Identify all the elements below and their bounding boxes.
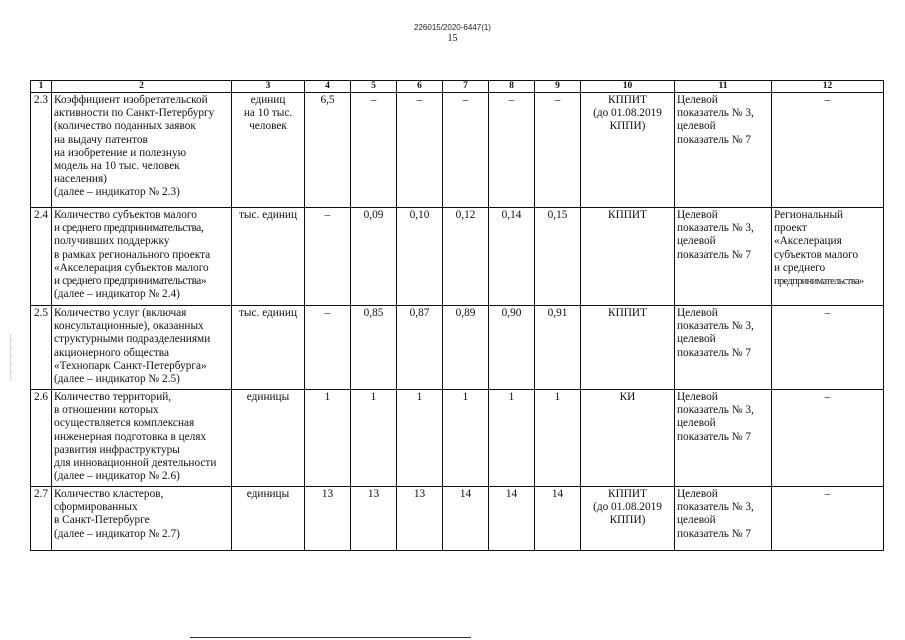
value-cell: 13	[305, 487, 351, 551]
target-indicator-link	[675, 208, 772, 306]
value-cell: 0,09	[351, 208, 397, 306]
value-cell: 0,91	[535, 306, 581, 390]
value-cell: 13	[351, 487, 397, 551]
column-header: 10	[581, 81, 675, 93]
indicator-name-line: «Технопарк Санкт-Петербурга»	[54, 359, 207, 372]
target-indicator-link-line: целевой	[677, 333, 716, 346]
regional-project-line: –	[824, 94, 831, 106]
unit-of-measure-line: на 10 тыс.	[243, 107, 293, 120]
indicator-name-line: осуществляется комплексная	[54, 417, 195, 430]
regional-project-line: –	[824, 488, 831, 500]
responsible-body-line: КППИТ	[608, 488, 647, 500]
target-indicator-link	[675, 93, 772, 208]
column-header: 6	[397, 81, 443, 93]
unit-of-measure	[232, 390, 305, 487]
indicator-name	[52, 390, 232, 487]
footer-separator-line	[190, 637, 471, 638]
value-cell: 0,87	[397, 306, 443, 390]
indicator-name-line: модель на 10 тыс. человек	[54, 160, 180, 173]
unit-of-measure-line: единицы	[246, 488, 290, 500]
indicator-name-line: на изобретение и полезную	[54, 146, 187, 159]
target-indicator-link-line: показатель № 3,	[677, 320, 754, 333]
target-indicator-link-line: Целевой	[677, 94, 718, 106]
target-indicator-link-line: показатель № 7	[677, 527, 752, 540]
indicator-number: 2.7	[31, 487, 52, 551]
responsible-body	[581, 390, 675, 487]
indicator-name-line: акционерного общества	[54, 346, 170, 359]
value-cell: –	[397, 93, 443, 208]
regional-project	[772, 390, 884, 487]
responsible-body-line: КППИ)	[609, 120, 646, 133]
indicator-name-line: в рамках регионального проекта	[54, 248, 211, 261]
value-cell: 1	[397, 390, 443, 487]
column-header: 5	[351, 81, 397, 93]
indicator-name	[52, 208, 232, 306]
value-cell: 1	[305, 390, 351, 487]
value-cell: 14	[535, 487, 581, 551]
value-cell: 1	[443, 390, 489, 487]
value-cell: –	[535, 93, 581, 208]
responsible-body-line: КППИ)	[609, 514, 646, 527]
table-row	[31, 487, 884, 551]
target-indicator-link-line: Целевой	[677, 209, 718, 221]
table-row	[31, 93, 884, 208]
unit-of-measure-line: единицы	[246, 391, 290, 403]
regional-project	[772, 208, 884, 306]
value-cell: 13	[397, 487, 443, 551]
column-header: 3	[232, 81, 305, 93]
responsible-body-line: КППИТ	[608, 307, 647, 319]
unit-of-measure	[232, 306, 305, 390]
regional-project-line: и среднего	[774, 261, 826, 274]
regional-project-line: «Акселерация	[774, 235, 842, 248]
indicator-name-line: Количество кластеров,	[54, 488, 164, 500]
indicator-name-line: и среднего предпринимательства»	[54, 275, 207, 288]
column-header: 11	[675, 81, 772, 93]
indicator-name-line: Количество услуг (включая	[54, 307, 187, 319]
indicator-name-line: структурными подразделениями	[54, 333, 211, 346]
indicator-number: 2.4	[31, 208, 52, 306]
responsible-body-line: (до 01.08.2019	[593, 501, 662, 514]
regional-project-line: предпринимательства»	[774, 276, 864, 288]
indicator-name-line: в Санкт-Петербурге	[54, 514, 150, 527]
indicator-name-line: получивших поддержку	[54, 235, 170, 248]
target-indicator-link-line: показатель № 3,	[677, 501, 754, 514]
indicator-name-line: в отношении которых	[54, 404, 159, 417]
indicators-table	[30, 80, 884, 551]
target-indicator-link-line: целевой	[677, 120, 716, 133]
table-row	[31, 306, 884, 390]
indicator-number: 2.5	[31, 306, 52, 390]
indicator-name-line: консультационные), оказанных	[54, 320, 204, 333]
target-indicator-link-line: целевой	[677, 417, 716, 430]
regional-project	[772, 93, 884, 208]
regional-project-line: субъектов малого	[774, 248, 859, 261]
target-indicator-link	[675, 306, 772, 390]
indicator-name-line: Коэффициент изобретательской	[54, 94, 208, 106]
indicator-name-line: Количество территорий,	[54, 391, 172, 403]
target-indicator-link-line: целевой	[677, 514, 716, 527]
responsible-body-line: КППИТ	[608, 209, 647, 221]
value-cell: –	[305, 208, 351, 306]
target-indicator-link-line: Целевой	[677, 391, 718, 403]
indicator-number: 2.3	[31, 93, 52, 208]
target-indicator-link-line: показатель № 7	[677, 430, 752, 443]
column-header: 8	[489, 81, 535, 93]
target-indicator-link-line: показатель № 3,	[677, 404, 754, 417]
column-header: 2	[52, 81, 232, 93]
value-cell: 0,89	[443, 306, 489, 390]
indicator-name	[52, 487, 232, 551]
responsible-body	[581, 93, 675, 208]
indicator-name-line: (далее – индикатор № 2.5)	[54, 373, 180, 386]
target-indicator-link-line: показатель № 3,	[677, 222, 754, 235]
indicator-name-line: сформированных	[54, 501, 138, 514]
target-indicator-link-line: показатель № 7	[677, 248, 752, 261]
value-cell: 0,15	[535, 208, 581, 306]
responsible-body-line: КИ	[619, 391, 636, 403]
unit-of-measure-line: человек	[249, 120, 287, 133]
value-cell: –	[351, 93, 397, 208]
indicator-name-line: для инновационной деятельности	[54, 457, 217, 470]
responsible-body	[581, 306, 675, 390]
indicator-name-line: населения)	[54, 173, 107, 186]
unit-of-measure-line: тыс. единиц	[239, 209, 297, 221]
indicator-name-line: (далее – индикатор № 2.3)	[54, 186, 180, 199]
regional-project	[772, 306, 884, 390]
regional-project-line: –	[824, 391, 831, 403]
value-cell: 1	[351, 390, 397, 487]
column-header: 12	[772, 81, 884, 93]
value-cell: 6,5	[305, 93, 351, 208]
indicator-name	[52, 93, 232, 208]
value-cell: 14	[489, 487, 535, 551]
value-cell: –	[489, 93, 535, 208]
table-row	[31, 208, 884, 306]
column-header: 4	[305, 81, 351, 93]
column-header: 1	[31, 81, 52, 93]
target-indicator-link-line: Целевой	[677, 488, 718, 500]
indicator-name-line: «Акселерация субъектов малого	[54, 261, 209, 274]
responsible-body-line: КППИТ	[608, 94, 647, 106]
value-cell: –	[305, 306, 351, 390]
value-cell: 1	[535, 390, 581, 487]
regional-project-line: –	[824, 307, 831, 319]
indicator-name-line: инженерная подготовка в целях	[54, 430, 207, 443]
indicator-name-line: на выдачу патентов	[54, 133, 148, 146]
value-cell: –	[443, 93, 489, 208]
unit-of-measure	[232, 93, 305, 208]
target-indicator-link-line: показатель № 7	[677, 346, 752, 359]
unit-of-measure	[232, 208, 305, 306]
target-indicator-link-line: показатель № 3,	[677, 107, 754, 120]
margin-mark	[10, 335, 12, 380]
value-cell: 0,12	[443, 208, 489, 306]
indicator-name-line: Количество субъектов малого	[54, 209, 197, 221]
indicator-name-line: и среднего предпринимательства,	[54, 222, 204, 235]
regional-project-line: проект	[774, 222, 807, 235]
target-indicator-link	[675, 487, 772, 551]
target-indicator-link	[675, 390, 772, 487]
responsible-body	[581, 208, 675, 306]
unit-of-measure-line: тыс. единиц	[239, 307, 297, 319]
indicator-name-line: (далее – индикатор № 2.6)	[54, 470, 180, 483]
indicator-name-line: развития инфраструктуры	[54, 443, 180, 456]
unit-of-measure-line: единиц	[250, 94, 286, 106]
column-header: 7	[443, 81, 489, 93]
table-row	[31, 390, 884, 487]
responsible-body-line: (до 01.08.2019	[593, 107, 662, 120]
indicator-number: 2.6	[31, 390, 52, 487]
column-number-row	[31, 81, 884, 93]
indicator-name-line: (количество поданных заявок	[54, 120, 196, 133]
value-cell: 14	[443, 487, 489, 551]
indicator-name	[52, 306, 232, 390]
page-number: 15	[447, 33, 458, 44]
regional-project	[772, 487, 884, 551]
target-indicator-link-line: целевой	[677, 235, 716, 248]
document-stamp: 226015/2020-6447(1)	[414, 23, 491, 32]
indicator-name-line: (далее – индикатор № 2.7)	[54, 527, 180, 540]
target-indicator-link-line: Целевой	[677, 307, 718, 319]
value-cell: 0,85	[351, 306, 397, 390]
responsible-body	[581, 487, 675, 551]
value-cell: 0,10	[397, 208, 443, 306]
value-cell: 0,14	[489, 208, 535, 306]
column-header: 9	[535, 81, 581, 93]
unit-of-measure	[232, 487, 305, 551]
value-cell: 0,90	[489, 306, 535, 390]
indicator-name-line: активности по Санкт-Петербургу	[54, 107, 215, 120]
indicator-name-line: (далее – индикатор № 2.4)	[54, 288, 180, 301]
value-cell: 1	[489, 390, 535, 487]
regional-project-line: Региональный	[774, 209, 844, 221]
target-indicator-link-line: показатель № 7	[677, 133, 752, 146]
